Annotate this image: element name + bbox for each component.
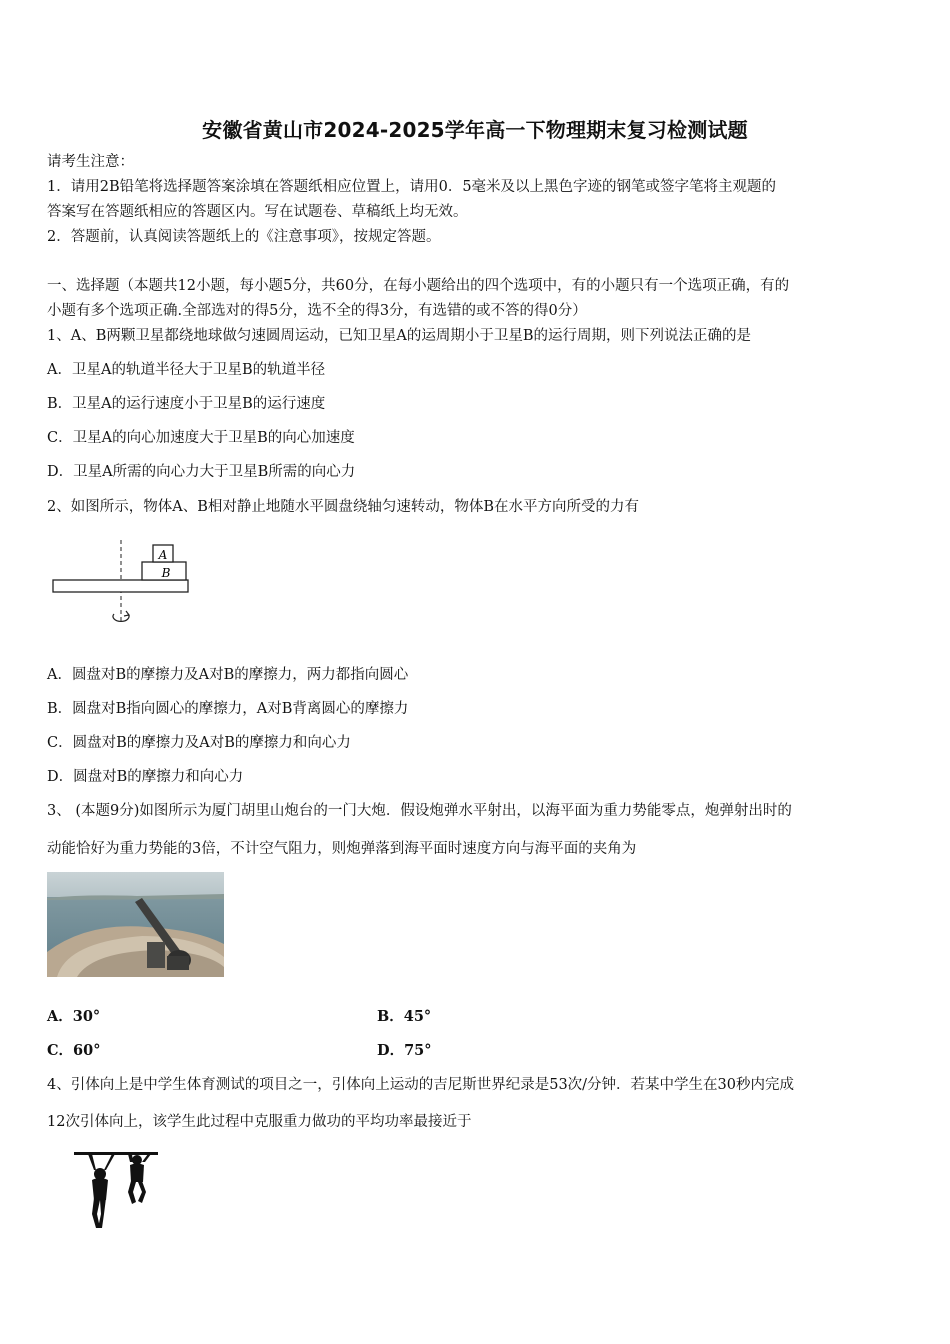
- q1-option-d: D．卫星A所需的向心力大于卫星B所需的向心力: [47, 464, 356, 480]
- q3-stem-a: 3、 (本题9分)如图所示为厦门胡里山炮台的一门大炮．假设炮弹水平射出，以海平面为重力势能零点，炮弹射出时的: [47, 803, 792, 819]
- page-title: 安徽省黄山市2024-2025学年高一下物理期末复习检测试题: [202, 118, 748, 142]
- q2-option-c: C．圆盘对B的摩擦力及A对B的摩擦力和向心力: [47, 735, 351, 751]
- q3-option-d: D．75°: [377, 1042, 432, 1059]
- block-a-label: A: [158, 548, 168, 562]
- q1-stem: 1、A、B两颗卫星都绕地球做匀速圆周运动，已知卫星A的运周期小于卫星B的运行周期，则下列说法正确的是: [47, 328, 751, 344]
- q2-option-b: B．圆盘对B指向圆心的摩擦力，A对B背离圆心的摩擦力: [47, 701, 409, 717]
- q3-stem-b: 动能恰好为重力势能的3倍，不计空气阻力，则炮弹落到海平面时速度方向与海平面的夹角为: [47, 841, 637, 857]
- q1-option-b: B．卫星A的运行速度小于卫星B的运行速度: [47, 396, 326, 412]
- notice-item-1b: 答案写在答题纸相应的答题区内。写在试题卷、草稿纸上均无效。: [47, 204, 468, 220]
- notice-item-2: 2．答题前，认真阅读答题纸上的《注意事项》，按规定答题。: [47, 229, 441, 245]
- q4-stem-b: 12次引体向上，该学生此过程中克服重力做功的平均功率最接近于: [47, 1114, 472, 1130]
- pull-up-figure: [72, 1148, 160, 1230]
- q4-stem-a: 4、引体向上是中学生体育测试的项目之一，引体向上运动的吉尼斯世界纪录是53次/分钟．若某中学生在30秒内完成: [47, 1077, 795, 1093]
- q1-option-c: C．卫星A的向心加速度大于卫星B的向心加速度: [47, 430, 355, 446]
- q2-option-a: A．圆盘对B的摩擦力及A对B的摩擦力，两力都指向圆心: [47, 667, 409, 683]
- q1-option-a: A．卫星A的轨道半径大于卫星B的轨道半径: [47, 362, 326, 378]
- q3-option-b: B．45°: [377, 1008, 432, 1025]
- section-intro-b: 小题有多个选项正确.全部选对的得5分，选不全的得3分，有选错的或不答的得0分）: [47, 303, 587, 319]
- rotating-disk-figure: [48, 538, 193, 630]
- q2-option-d: D．圆盘对B的摩擦力和向心力: [47, 769, 244, 785]
- notice-item-1a: 1．请用2B铅笔将选择题答案涂填在答题纸相应位置上，请用0．5毫米及以上黑色字迹的钢笔或签字笔将主观题的: [47, 179, 777, 195]
- block-b-label: B: [161, 566, 171, 580]
- q3-option-c: C．60°: [47, 1042, 101, 1059]
- section-intro-a: 一、选择题（本题共12小题，每小题5分，共60分，在每小题给出的四个选项中，有的小题只有一个选项正确，有的: [47, 278, 790, 294]
- q3-option-a: A．30°: [47, 1008, 101, 1025]
- cannon-photo: [47, 872, 224, 977]
- q2-stem: 2、如图所示，物体A、B相对静止地随水平圆盘绕轴匀速转动，物体B在水平方向所受的力有: [47, 499, 640, 515]
- notice-heading: 请考生注意：: [47, 154, 134, 170]
